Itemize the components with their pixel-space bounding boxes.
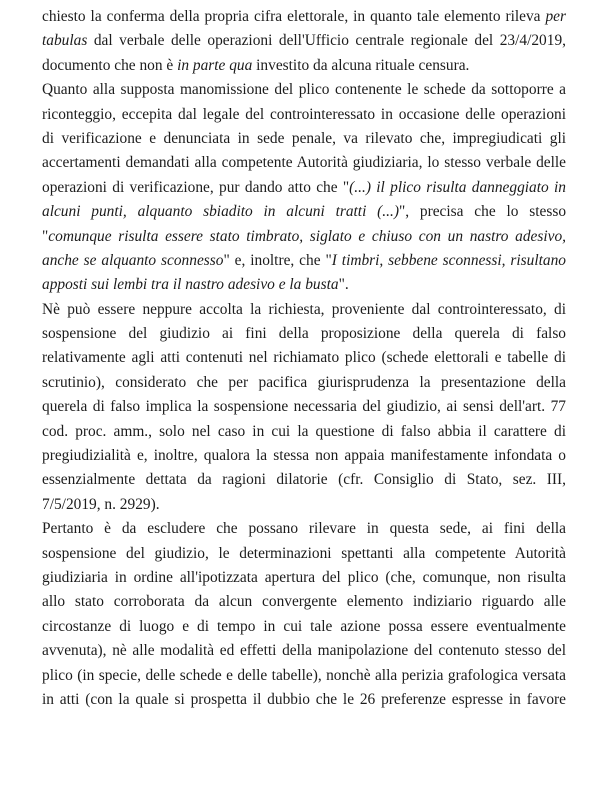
text-segment: pregiudizialità e, inoltre, qualora la stessa non appaia manifestamente infondata o: [42, 447, 566, 465]
text-segment: ", precisa che lo stesso: [398, 203, 567, 221]
text-line: [42, 395, 566, 419]
italic-text-segment: anche se alquanto sconnesso: [42, 251, 224, 269]
text-segment: allo stato corroborata da alcun convergente elemento indiziario riguardo alle: [42, 593, 566, 611]
text-segment: Nè può essere neppure accolta la richiesta, proveniente dal controinteressato, di: [42, 300, 566, 318]
text-segment: scrutinio), considerato che per pacifica giurisprudenza la presentazione della: [42, 373, 566, 391]
italic-text-segment: apposti sui lembi tra il nastro adesivo e la busta: [42, 276, 339, 294]
document-body: [42, 5, 566, 712]
text-segment: relativamente agli atti contenuti nel richiamato plico (schede elettorali e tabelle di: [42, 349, 566, 367]
text-line: [42, 566, 566, 590]
text-line: [42, 176, 566, 200]
text-segment: chiesto la conferma della propria cifra elettorale, in quanto tale elemento rileva: [42, 8, 546, 25]
text-segment: querela di falso implica la sospensione necessaria del giudizio, ai sensi dell'art. 77: [42, 398, 566, 416]
italic-text-segment: per: [545, 8, 566, 25]
text-line: [42, 468, 566, 492]
text-line: [42, 322, 566, 346]
text-line: [42, 542, 566, 566]
text-line: [42, 78, 566, 102]
text-line: [42, 493, 566, 517]
text-line: [42, 639, 566, 663]
text-segment: giudiziaria in ordine all'ipotizzata apertura del plico (che, comunque, non risulta: [42, 568, 566, 586]
text-segment: investito da alcuna rituale censura.: [252, 56, 470, 74]
text-segment: di verificazione e denunciata in sede penale, va rilevato che, impregiudicati gli: [42, 129, 566, 147]
text-line: [42, 249, 566, 273]
text-segment: 7/5/2019, n. 2929).: [42, 495, 160, 513]
text-line: [42, 615, 566, 639]
text-segment: essenzialmente dettata da ragioni dilatorie (cfr. Consiglio di Stato, sez. III,: [42, 471, 566, 489]
text-line: [42, 346, 566, 370]
text-line: [42, 664, 566, 688]
text-line: [42, 371, 566, 395]
italic-text-segment: (...) il plico risulta danneggiato in: [349, 178, 566, 196]
text-line: [42, 298, 566, 322]
italic-text-segment: I timbri, sebbene sconnessi, risultano: [331, 251, 567, 269]
text-line: [42, 420, 566, 444]
text-segment: Pertanto è da escludere che possano rilevare in questa sede, ai fini della: [42, 520, 566, 538]
text-line: [42, 5, 566, 29]
text-segment: riconteggio, eccepita dal legale del controinteressato in occasione delle operazioni: [42, 105, 566, 123]
italic-text-segment: tabulas: [42, 32, 88, 50]
italic-text-segment: alcuni punti, alquanto sbiadito in alcuni tratti (...): [42, 203, 399, 221]
text-segment: plico (in specie, delle schede e delle tabelle), nonchè alla perizia grafologica versata: [42, 666, 566, 684]
text-line: [42, 273, 566, 297]
text-segment: Quanto alla supposta manomissione del plico contenente le schede da sottoporre a: [42, 81, 566, 99]
text-line: [42, 225, 566, 249]
text-line: [42, 151, 566, 175]
text-line: [42, 54, 566, 78]
text-line: [42, 103, 566, 127]
italic-text-segment: comunque risulta essere stato timbrato, siglato e chiuso con un nastro adesivo,: [48, 227, 566, 245]
text-segment: ": [42, 227, 49, 245]
text-segment: cod. proc. amm., solo nel caso in cui la questione di falso abbia il carattere di: [42, 422, 566, 440]
text-segment: circostanze di luogo e di tempo in cui tale azione possa essere eventualmente: [42, 617, 566, 635]
text-line: [42, 444, 566, 468]
text-segment: documento che non è: [42, 56, 178, 74]
text-segment: accertamenti demandati alla competente Autorità giudiziaria, lo stesso verbale delle: [42, 154, 566, 172]
text-line: [42, 590, 566, 614]
text-segment: operazioni di verificazione, pur dando atto che ": [42, 178, 350, 196]
text-line: [42, 29, 566, 53]
text-segment: sospensione del giudizio ai fini della proposizione della querela di falso: [42, 325, 566, 343]
text-segment: dal verbale delle operazioni dell'Ufficio centrale regionale del 23/4/2019,: [87, 32, 566, 50]
text-line: [42, 517, 566, 541]
text-segment: in atti (con la quale si prospetta il dubbio che le 26 preferenze espresse in favore: [42, 690, 566, 708]
text-segment: " e, inoltre, che ": [223, 251, 332, 269]
text-line: [42, 688, 566, 712]
text-segment: sospensione del giudizio, le determinazioni spettanti alla competente Autorità: [42, 544, 566, 562]
italic-text-segment: in parte qua: [177, 56, 253, 74]
text-segment: ".: [338, 276, 349, 294]
text-line: [42, 200, 566, 224]
text-segment: avvenuta), nè alle modalità ed effetti della manipolazione del contenuto stesso del: [42, 642, 566, 660]
text-line: [42, 127, 566, 151]
